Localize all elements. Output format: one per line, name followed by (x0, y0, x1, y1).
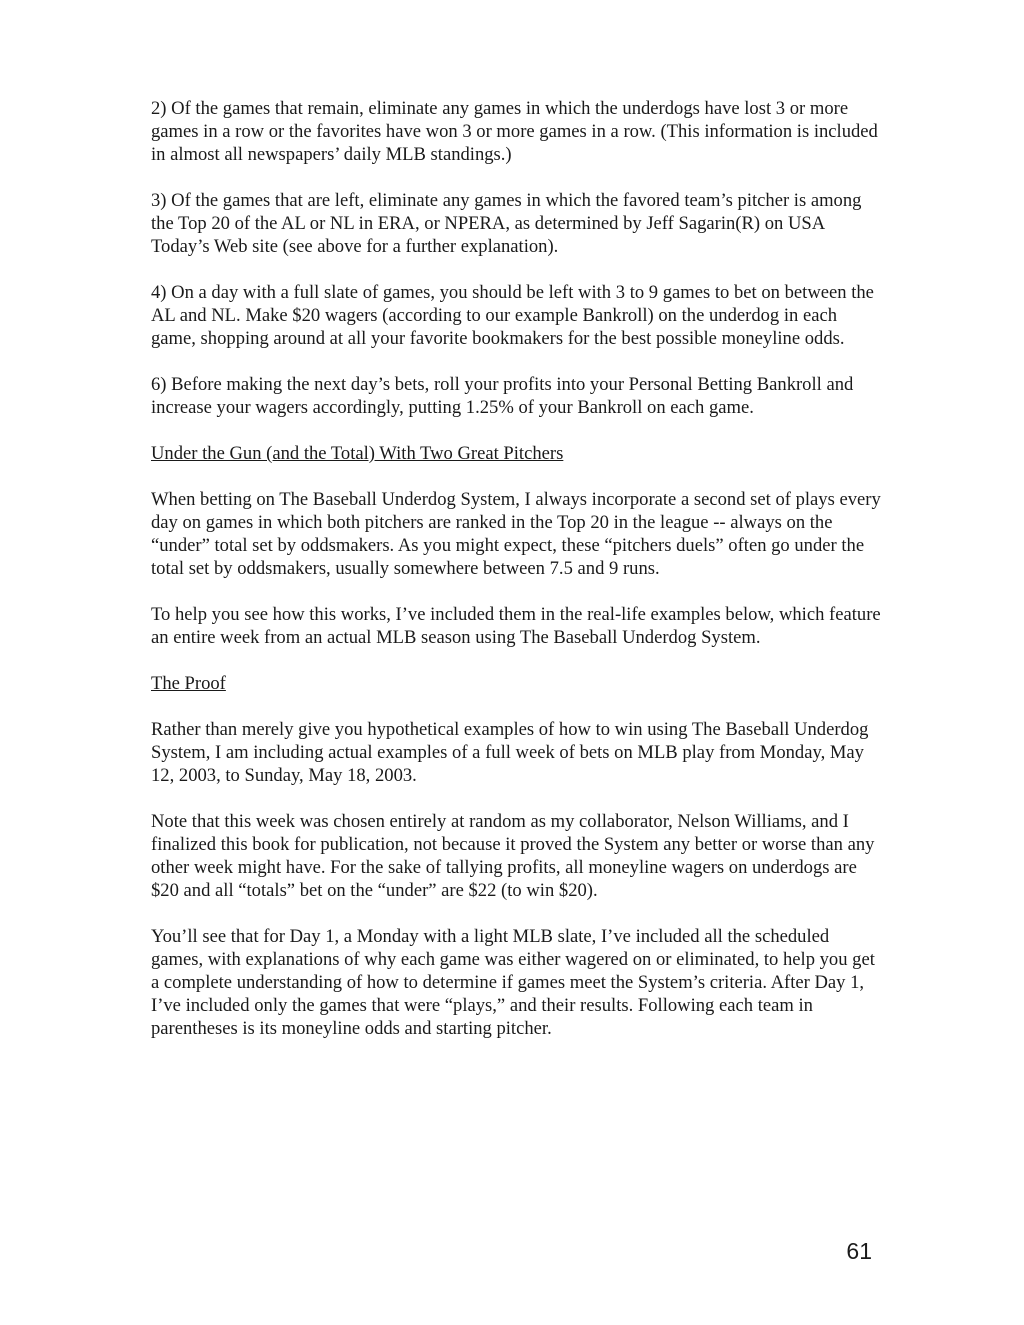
paragraph-real-life-examples: To help you see how this works, I’ve included them in the real-life examples below, which feature an entire week from an actual MLB season using The Baseball Underdog System. (151, 604, 881, 648)
paragraph-actual-examples: Rather than merely give you hypothetical examples of how to win using The Baseball Underdog System, I am including actual examples of a full week of bets on MLB play from Monday, May 12, 2003, to Sunday, May 18, 2003. (151, 719, 869, 786)
paragraph-pitchers-duels: When betting on The Baseball Underdog System, I always incorporate a second set of plays every day on games in which both pitchers are ranked in the Top 20 in the league -- always on the “under” total set by oddsmakers. As you might expect, these “pitchers duels” often go under the total set by oddsmakers, usually somewhere between 7.5 and 9 runs. (151, 489, 881, 579)
paragraph-step-6: 6) Before making the next day’s bets, roll your profits into your Personal Betting Bankroll and increase your wagers accordingly, putting 1.25% of your Bankroll on each game. (151, 374, 854, 418)
paragraph-step-4: 4) On a day with a full slate of games, you should be left with 3 to 9 games to bet on between the AL and NL. Make $20 wagers (according to our example Bankroll) on the underdog in each game, shopping around at all your favorite bookmakers for the best possible moneyline odds. (151, 282, 874, 349)
paragraph-step-2: 2) Of the games that remain, eliminate any games in which the underdogs have lost 3 or more games in a row or the favorites have won 3 or more games in a row. (This information is included in almost all newspapers’ daily MLB standings.) (151, 98, 878, 165)
section-heading-under-the-gun: Under the Gun (and the Total) With Two Great Pitchers (151, 443, 564, 464)
section-heading-the-proof: The Proof (151, 673, 226, 694)
paragraph-day-one: You’ll see that for Day 1, a Monday with a light MLB slate, I’ve included all the scheduled games, with explanations of why each game was either wagered on or eliminated, to help you get a complete understanding of how to determine if games meet the System’s criteria. After Day 1, I’ve included only the games that were “plays,” and their results. Following each team in parentheses is its moneyline odds and starting pitcher. (151, 926, 875, 1039)
document-page (151, 97, 881, 1063)
paragraph-step-3: 3) Of the games that are left, eliminate any games in which the favored team’s pitcher is among the Top 20 of the AL or NL in ERA, or NPERA, as determined by Jeff Sagarin(R) on USA Today’s Web site (see above for a further explanation). (151, 190, 862, 257)
page-number: 61 (846, 1238, 872, 1264)
paragraph-random-week: Note that this week was chosen entirely at random as my collaborator, Nelson Williams, and I finalized this book for publication, not because it proved the System any better or worse than any other week might have. For the sake of tallying profits, all moneyline wagers on underdogs are $20 and all “totals” bet on the “under” are $22 (to win $20). (151, 811, 875, 901)
